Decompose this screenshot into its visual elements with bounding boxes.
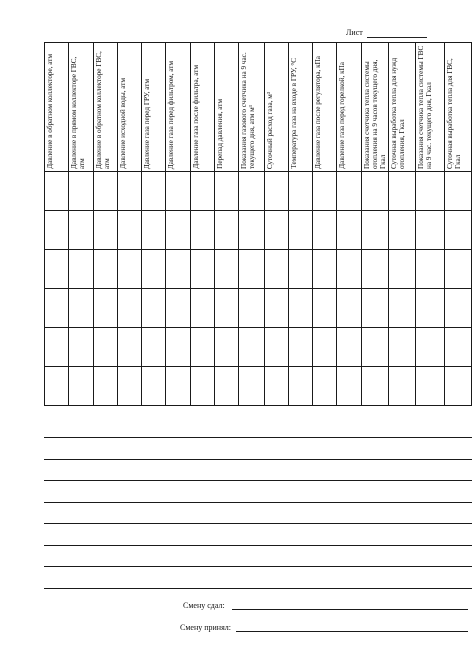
table-cell[interactable]	[214, 367, 238, 406]
table-cell[interactable]	[142, 367, 166, 406]
col-header-label: Температура газа на входе в ГРУ, °С	[289, 58, 298, 169]
table-cell[interactable]	[313, 172, 337, 211]
table-cell[interactable]	[288, 211, 312, 250]
table-cell[interactable]	[166, 172, 190, 211]
col-header-label: Показания газового счетчика на 9 час. текущего дня, атм м³	[240, 52, 257, 169]
accepted-signature	[180, 623, 231, 633]
table-cell[interactable]	[69, 172, 93, 211]
table-cell[interactable]	[288, 250, 312, 289]
col-header-label: Давление в обратном коллекторе, атм	[46, 54, 54, 169]
table-cell[interactable]	[190, 328, 214, 367]
table-cell[interactable]	[388, 328, 415, 367]
table-row	[45, 172, 472, 211]
col-header	[117, 43, 141, 172]
table-cell[interactable]	[264, 328, 288, 367]
table-cell[interactable]	[93, 172, 117, 211]
table-cell[interactable]	[239, 367, 264, 406]
col-header	[190, 43, 214, 172]
table-cell[interactable]	[190, 211, 214, 250]
table-cell[interactable]	[214, 250, 238, 289]
table-cell[interactable]	[142, 289, 166, 328]
table-cell[interactable]	[214, 328, 238, 367]
header-row	[45, 43, 472, 172]
table-cell[interactable]	[45, 367, 69, 406]
handed-over-blank[interactable]	[232, 609, 468, 610]
col-header	[288, 43, 312, 172]
table-cell[interactable]	[190, 367, 214, 406]
table-cell[interactable]	[166, 211, 190, 250]
note-line[interactable]	[44, 566, 472, 567]
table-cell[interactable]	[337, 328, 361, 367]
table-cell[interactable]	[444, 211, 471, 250]
table-cell[interactable]	[444, 172, 471, 211]
table-cell[interactable]	[69, 367, 93, 406]
table-cell[interactable]	[239, 172, 264, 211]
table-cell[interactable]	[142, 211, 166, 250]
col-header	[444, 43, 471, 172]
table-cell[interactable]	[117, 211, 141, 250]
table-cell[interactable]	[166, 289, 190, 328]
note-line[interactable]	[44, 459, 472, 460]
table-cell[interactable]	[239, 328, 264, 367]
col-header-label: Суточная выработка тепла для ГВС, Гкал	[445, 58, 462, 169]
col-header	[264, 43, 288, 172]
table-cell[interactable]	[361, 367, 388, 406]
table-cell[interactable]	[239, 211, 264, 250]
table-cell[interactable]	[388, 211, 415, 250]
note-line[interactable]	[44, 480, 472, 481]
table-cell[interactable]	[444, 250, 471, 289]
table-cell[interactable]	[190, 250, 214, 289]
note-line[interactable]	[44, 588, 472, 589]
table-cell[interactable]	[117, 367, 141, 406]
table-cell[interactable]	[361, 289, 388, 328]
col-header	[313, 43, 337, 172]
table-cell[interactable]	[313, 367, 337, 406]
table-cell[interactable]	[239, 250, 264, 289]
table-row	[45, 211, 472, 250]
table-cell[interactable]	[69, 289, 93, 328]
table-cell[interactable]	[264, 289, 288, 328]
table-cell[interactable]	[444, 289, 471, 328]
col-header-label: Суточная выработка тепла для нужд отопления, Гкал	[389, 57, 406, 169]
col-header	[214, 43, 238, 172]
table-cell[interactable]	[45, 211, 69, 250]
table-cell[interactable]	[361, 211, 388, 250]
table-cell[interactable]	[361, 328, 388, 367]
col-header-label: Давление газа после регулятора, кПа	[314, 56, 323, 169]
table-cell[interactable]	[416, 289, 444, 328]
sheet-label: Лист	[346, 28, 363, 37]
table-cell[interactable]	[45, 172, 69, 211]
table-cell[interactable]	[288, 328, 312, 367]
table-cell[interactable]	[337, 211, 361, 250]
table-row	[45, 250, 472, 289]
table-row	[45, 328, 472, 367]
table-cell[interactable]	[416, 367, 444, 406]
col-header-label: Давление газа перед горелкой, кПа	[338, 62, 347, 169]
table-cell[interactable]	[337, 367, 361, 406]
table-cell[interactable]	[142, 250, 166, 289]
table-cell[interactable]	[117, 328, 141, 367]
table-cell[interactable]	[190, 172, 214, 211]
table-cell[interactable]	[313, 211, 337, 250]
col-header-label: Суточный расход газа, м³	[265, 91, 274, 169]
table-cell[interactable]	[388, 250, 415, 289]
col-header	[69, 43, 93, 172]
col-header-label: Давление в обратном коллекторе ГВС, атм	[94, 51, 111, 169]
table-cell[interactable]	[337, 250, 361, 289]
table-cell[interactable]	[166, 328, 190, 367]
table-cell[interactable]	[416, 172, 444, 211]
table-cell[interactable]	[416, 211, 444, 250]
col-header-label: Показания счетчика тепла системы ГВС на 9 час. текущего дня, Гкал	[417, 45, 434, 169]
col-header-label: Давление газа перед фильтром, атм	[167, 60, 176, 169]
table-cell[interactable]	[45, 250, 69, 289]
table-cell[interactable]	[388, 367, 415, 406]
table-cell[interactable]	[444, 367, 471, 406]
note-line[interactable]	[44, 502, 472, 503]
table-cell[interactable]	[117, 289, 141, 328]
table-cell[interactable]	[93, 289, 117, 328]
table-cell[interactable]	[313, 289, 337, 328]
note-line[interactable]	[44, 523, 472, 524]
col-header	[45, 43, 69, 172]
table-cell[interactable]	[214, 172, 238, 211]
col-header	[93, 43, 117, 172]
table-cell[interactable]	[264, 211, 288, 250]
table-cell[interactable]	[142, 172, 166, 211]
shift-log-table	[44, 42, 472, 406]
table-cell[interactable]	[93, 328, 117, 367]
table-cell[interactable]	[388, 172, 415, 211]
table-cell[interactable]	[288, 172, 312, 211]
accepted-label: Смену принял:	[180, 623, 231, 632]
table-cell[interactable]	[239, 289, 264, 328]
sheet-number	[346, 28, 427, 38]
table-cell[interactable]	[361, 172, 388, 211]
table-cell[interactable]	[288, 289, 312, 328]
table-row	[45, 289, 472, 328]
col-header-label: Давление газа после фильтра, атм	[191, 65, 200, 169]
table-cell[interactable]	[69, 211, 93, 250]
table-cell[interactable]	[214, 211, 238, 250]
table-cell[interactable]	[388, 289, 415, 328]
table-cell[interactable]	[142, 328, 166, 367]
table-body	[45, 172, 472, 406]
table-cell[interactable]	[69, 328, 93, 367]
table-cell[interactable]	[117, 250, 141, 289]
col-header	[239, 43, 264, 172]
col-header-label: Давление исходной воды, атм	[118, 78, 127, 169]
table-cell[interactable]	[45, 328, 69, 367]
table-cell[interactable]	[444, 328, 471, 367]
col-header	[416, 43, 444, 172]
table-cell[interactable]	[337, 289, 361, 328]
table-cell[interactable]	[214, 289, 238, 328]
table-cell[interactable]	[93, 211, 117, 250]
table-cell[interactable]	[93, 367, 117, 406]
table-cell[interactable]	[264, 367, 288, 406]
table-cell[interactable]	[117, 172, 141, 211]
table-row	[45, 367, 472, 406]
sheet-number-blank[interactable]	[367, 29, 427, 38]
table-cell[interactable]	[288, 367, 312, 406]
col-header-label: Показания счетчика тепла системы отопления на 9 часов текущего дня, Гкал	[362, 59, 387, 169]
col-header-label: Давление газа перед ГРУ, атм	[143, 78, 152, 169]
col-header-label: Давление в прямом коллекторе ГВС, атм	[70, 56, 87, 169]
table-cell[interactable]	[69, 250, 93, 289]
table-cell[interactable]	[264, 250, 288, 289]
note-line[interactable]	[44, 437, 472, 438]
handed-over-label: Смену сдал:	[183, 601, 225, 610]
table-cell[interactable]	[313, 250, 337, 289]
handed-over-signature	[183, 601, 225, 611]
table-cell[interactable]	[190, 289, 214, 328]
note-line[interactable]	[44, 545, 472, 546]
col-header-label: Перепад давления, атм	[215, 99, 224, 169]
col-header	[166, 43, 190, 172]
col-header	[337, 43, 361, 172]
table-cell[interactable]	[416, 250, 444, 289]
col-header	[361, 43, 388, 172]
table-cell[interactable]	[337, 172, 361, 211]
accepted-blank[interactable]	[236, 631, 468, 632]
col-header	[142, 43, 166, 172]
table-cell[interactable]	[264, 172, 288, 211]
table-cell[interactable]	[361, 250, 388, 289]
table-cell[interactable]	[166, 367, 190, 406]
col-header	[388, 43, 415, 172]
table-cell[interactable]	[313, 328, 337, 367]
table-cell[interactable]	[45, 289, 69, 328]
table-cell[interactable]	[416, 328, 444, 367]
table-cell[interactable]	[93, 250, 117, 289]
table-cell[interactable]	[166, 250, 190, 289]
